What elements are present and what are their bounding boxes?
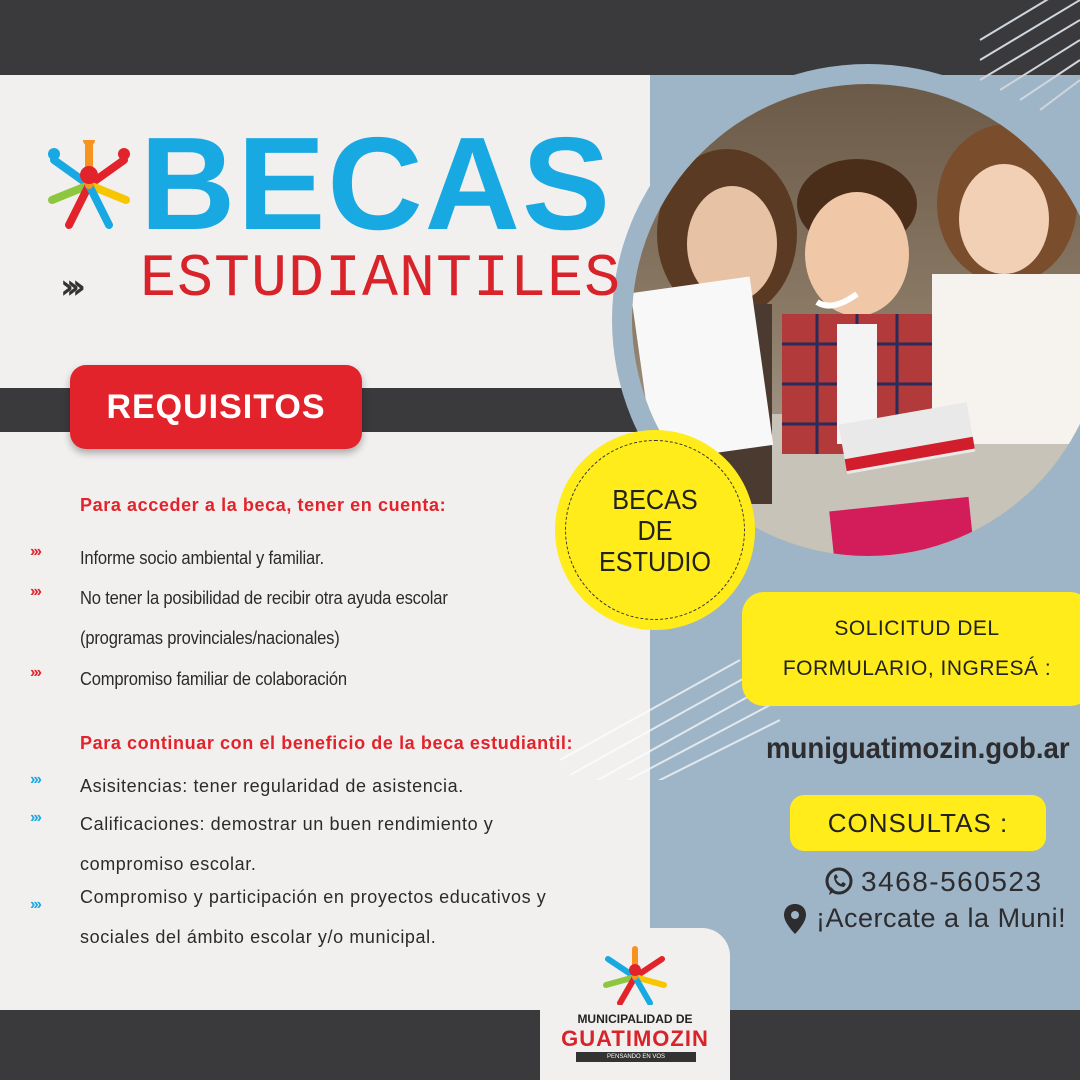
title-estudiantiles: ESTUDIANTILES (140, 246, 622, 314)
blue-arrows-icon: ››› (30, 809, 40, 826)
website-link[interactable]: muniguatimozin.gob.ar (766, 732, 1070, 765)
solicitud-line: SOLICITUD DEL (834, 617, 1000, 640)
solicitud-box (742, 592, 1080, 706)
acceso-heading: Para acceder a la beca, tener en cuenta: (80, 495, 447, 515)
requisitos-badge (70, 365, 362, 449)
list-item (30, 804, 493, 884)
title-becas: BECAS (140, 110, 613, 257)
continuar-heading: Para continuar con el beneficio de la beca estudiantil: (80, 733, 574, 753)
phone-contact[interactable] (823, 866, 1043, 898)
list-item-text-continued: (programas provinciales/nacionales) (80, 628, 340, 648)
list-item (30, 578, 480, 658)
badge-line: DE (637, 514, 673, 546)
badge-line: BECAS (612, 483, 698, 515)
location-text: ¡Acercate a la Muni! (816, 903, 1067, 933)
municipality-logo-icon (600, 945, 670, 1005)
red-arrows-icon: ››› (30, 543, 40, 560)
list-item-text: Asisitencias: tener regularidad de asistencia. (80, 776, 464, 796)
people-logo-icon (44, 140, 134, 230)
location-contact (784, 903, 1066, 934)
list-item (30, 766, 464, 806)
list-item-text: Informe socio ambiental y familiar. (80, 548, 324, 568)
whatsapp-icon (823, 866, 855, 898)
red-arrows-icon: ››› (30, 664, 40, 681)
municipality-name-line1: MUNICIPALIDAD DE (577, 1012, 693, 1026)
badge-line: ESTUDIO (598, 545, 712, 577)
phone-number: 3468-560523 (861, 866, 1043, 897)
list-item-text: Calificaciones: demostrar un buen rendimiento y (80, 814, 494, 834)
becas-de-estudio-badge (555, 430, 755, 630)
list-item-text: Compromiso y participación en proyectos educativos y (80, 887, 547, 907)
blue-arrows-icon: ››› (30, 771, 40, 788)
list-item (30, 538, 345, 578)
map-pin-icon (784, 904, 806, 934)
list-item-text-continued: sociales del ámbito escolar y/o municipal. (80, 927, 437, 947)
municipality-slogan: PENSANDO EN VOS (576, 1052, 696, 1062)
requisitos-label: REQUISITOS (106, 387, 326, 426)
solicitud-line: FORMULARIO, INGRESÁ : (782, 657, 1052, 680)
list-item (30, 659, 370, 699)
consultas-box (790, 795, 1046, 851)
title-arrows: ››› (60, 267, 79, 307)
red-arrows-icon: ››› (30, 583, 40, 600)
municipality-name-line2: GUATIMOZIN (561, 1026, 709, 1051)
list-item-text: No tener la posibilidad de recibir otra ayuda escolar (80, 588, 448, 608)
list-item-text-continued: compromiso escolar. (80, 854, 257, 874)
list-item (30, 877, 546, 957)
list-item-text: Compromiso familiar de colaboración (80, 669, 347, 689)
consultas-label: CONSULTAS : (827, 807, 1009, 838)
blue-arrows-icon: ››› (30, 896, 40, 913)
